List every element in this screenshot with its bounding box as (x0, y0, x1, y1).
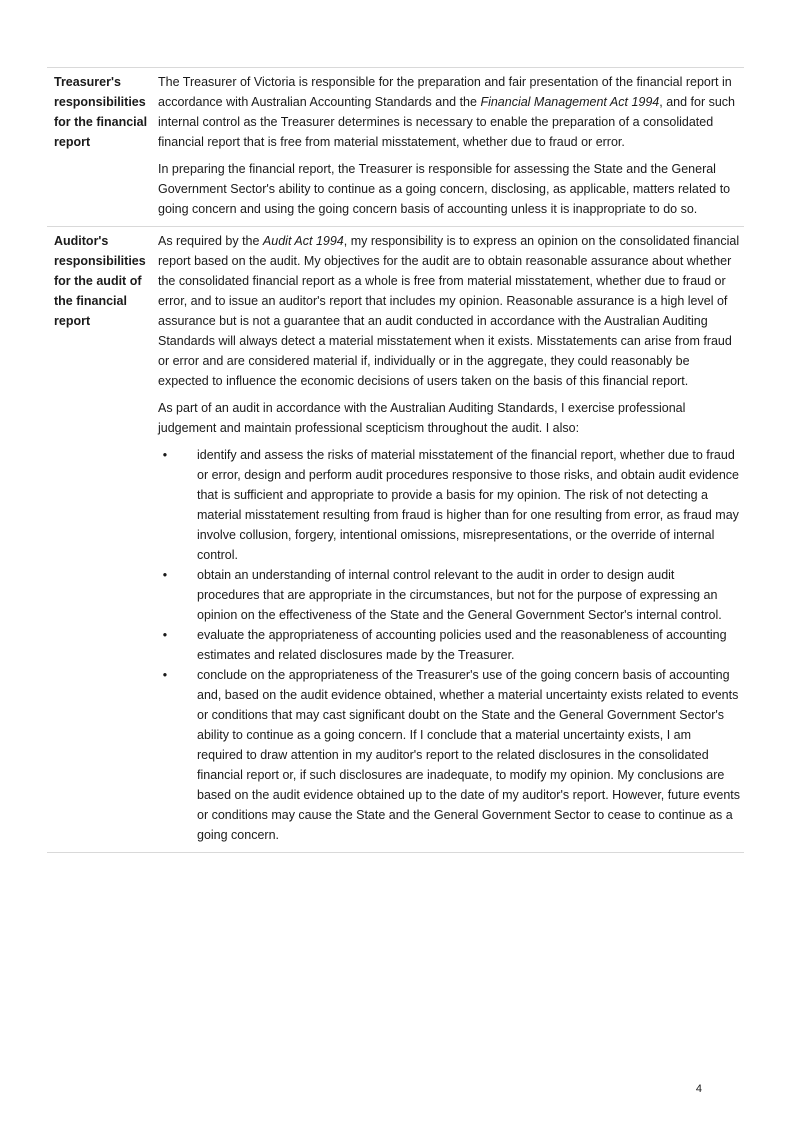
table-row-auditor (47, 227, 744, 853)
list-item-text: obtain an understanding of internal control relevant to the audit in order to design audit procedures that are appropriate in the circumstances, but not for the purpose of expressing an opinion on the effectiveness of the State and the General Government Sector's internal control. (197, 568, 722, 622)
row-body (158, 231, 744, 845)
page-number: 4 (695, 1083, 702, 1095)
text-run: , my responsibility is to express an opinion on the consolidated financial report based on the audit. My objectives for the audit are to obtain reasonable assurance about whether the consolidated financial report as a whole is free from material misstatement, whether due to fraud or error, and to issue an auditor's report that includes my opinion. Reasonable assurance is a high level of assurance but is not a guarantee that an audit conducted in accordance with the Australian Auditing Standards will always detect a material misstatement when it exists. Misstatements can arise from fraud or error and are considered material if, individually or in the aggregate, they could reasonably be expected to influence the economic decisions of users taken on the basis of this financial report. (158, 234, 740, 388)
paragraph (158, 72, 740, 152)
paragraph (158, 159, 740, 219)
list-item (158, 565, 740, 625)
text-run: The Treasurer of Victoria is responsible for the preparation and fair presentation of the financial report in accordance with Australian Accounting Standards and the (158, 75, 732, 109)
responsibilities-table (47, 67, 744, 853)
act-title: Financial Management Act 1994 (480, 95, 660, 109)
list-item-text: evaluate the appropriateness of accounting policies used and the reasonableness of accounting estimates and related disclosures made by the Treasurer. (197, 628, 727, 662)
list-item (158, 625, 740, 665)
paragraph (158, 231, 740, 391)
row-heading: Treasurer's responsibilities for the financial report (54, 75, 148, 149)
bullet-icon: • (162, 568, 168, 582)
text-run: As required by the (158, 234, 263, 248)
bullet-list (158, 445, 740, 845)
text-run: In preparing the financial report, the Treasurer is responsible for assessing the State and the General Government Sector's ability to continue as a going concern, disclosing, as applicable, matters related to going concern and using the going concern basis of accounting unless it is inappropriate to do so. (158, 162, 731, 216)
table-row-treasurer (47, 68, 744, 227)
list-item (158, 445, 740, 565)
text-run: As part of an audit in accordance with the Australian Auditing Standards, I exercise professional judgement and maintain professional scepticism throughout the audit. I also: (158, 401, 686, 435)
list-item-text: conclude on the appropriateness of the Treasurer's use of the going concern basis of accounting and, based on the audit evidence obtained, whether a material uncertainty exists related to events or conditions that may cast significant doubt on the State and the General Government Sector's ability to continue as a going concern. If I conclude that a material uncertainty exists, I am required to draw attention in my auditor's report to the related disclosures in the consolidated financial report or, if such disclosures are inadequate, to modify my opinion. My conclusions are based on the audit evidence obtained up to the date of my auditor's report. However, future events or conditions may cause the State and the General Government Sector to cease to continue as a going concern. (197, 668, 741, 842)
row-heading: Auditor's responsibilities for the audit of the financial report (54, 234, 146, 328)
row-body (158, 72, 744, 219)
bullet-icon: • (162, 628, 168, 642)
list-item (158, 665, 740, 845)
text-run: , and for such internal control as the Treasurer determines is necessary to enable the preparation of a consolidated financial report that is free from material misstatement, whether due to fraud or error. (158, 95, 735, 149)
list-item-text: identify and assess the risks of material misstatement of the financial report, whether due to fraud or error, design and perform audit procedures responsive to those risks, and obtain audit evidence that is sufficient and appropriate to provide a basis for my opinion. The risk of not detecting a material misstatement resulting from fraud is higher than for one resulting from error, as fraud may involve collusion, forgery, intentional omissions, misrepresentations, or the override of internal control. (197, 448, 739, 562)
paragraph (158, 398, 740, 438)
act-title: Audit Act 1994 (262, 234, 344, 248)
bullet-icon: • (162, 668, 168, 682)
bullet-icon: • (162, 448, 168, 462)
